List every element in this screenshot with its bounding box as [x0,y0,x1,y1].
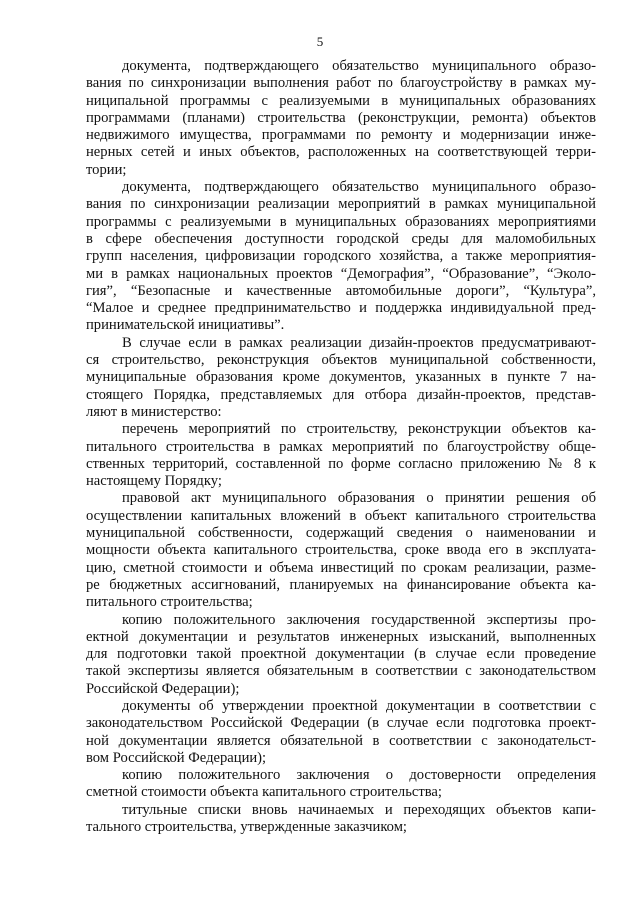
paragraph [86,179,596,335]
text-line: муниципальной собственности, содержащий сведения о наименовании и [86,525,596,542]
paragraph [86,335,596,421]
text-line: документы об утверждении проектной документации в соответствии с [122,697,596,714]
text-line: питального строительства в рамках мероприятий по благоустройству обще- [86,438,596,455]
text-line: копию положительного заключения государственной экспертизы про- [122,611,596,628]
text-line: принимательской инициативы”. [86,317,285,334]
paragraph [86,802,596,837]
text-line: В случае если в рамках реализации дизайн-проектов предусматривают- [122,334,596,351]
text-line: групп населения, цифровизации городского хозяйства, а также мероприятия- [86,248,596,265]
text-line: документа, подтверждающего обязательство муниципального образо- [122,179,596,196]
text-line: питального строительства; [86,594,253,611]
text-line: нерных сетей и иных объектов, расположенных на соответствующей терри- [86,144,596,161]
paragraph [86,698,596,767]
text-line: цию, сметной стоимости и объема инвестиций по срокам реализации, разме- [86,559,596,576]
text-line: для подготовки такой проектной документации (в случае если проведение [86,646,596,663]
paragraph [86,58,596,179]
text-line: перечень мероприятий по строительству, реконструкции объектов ка- [122,421,596,438]
text-line: вания по синхронизации реализации мероприятий в рамках муниципальной [86,196,596,213]
text-line: копию положительного заключения о достоверности определения [122,767,596,784]
text-line: недвижимого имущества, программами по ремонту и модернизации инже- [86,127,596,144]
text-line: ре бюджетных ассигнований, планируемых на финансирование объекта ка- [86,576,596,593]
text-line: ниципальной программы с реализуемыми в муниципальных образованиях [86,92,596,109]
text-line: титульные списки вновь начинаемых и переходящих объектов капи- [122,801,596,818]
text-line: программы с реализуемыми в муниципальных образованиях мероприятиями [86,213,596,230]
text-line: настоящему Порядку; [86,473,222,490]
text-line: законодательством Российской Федерации (в случае если подготовка проект- [86,715,596,732]
text-line: ми в рамках национальных проектов “Демография”, “Образование”, “Эколо- [86,265,596,282]
document-body [86,58,596,836]
text-line: ектной документации и результатов инженерных изысканий, выполненных [86,628,596,645]
text-line: вом Российской Федерации); [86,749,267,766]
paragraph [86,490,596,611]
text-line: в сфере обеспечения доступности городской среды для маломобильных [86,230,596,247]
paragraph [86,421,596,490]
paragraph [86,612,596,698]
text-line: ся строительство, реконструкция объектов муниципальной собственности, [86,352,596,369]
text-line: такой экспертизы является обязательным в соответствии с законодательством [86,663,596,680]
text-line: “Малое и среднее предпринимательство и поддержка индивидуальной пред- [86,300,596,317]
text-line: сметной стоимости объекта капитального строительства; [86,784,442,801]
text-line: ной документации является обязательной в соответствии с законодательст- [86,732,596,749]
text-line: документа, подтверждающего обязательство муниципального образо- [122,58,596,74]
text-line: ляют в министерство: [86,403,222,420]
text-line: осуществлении капитальных вложений в объект капитального строительства [86,507,596,524]
text-line: ственных территорий, составленной по форме согласно приложению № 8 к [86,455,596,472]
text-line: вания по синхронизации выполнения работ по благоустройству в рамках му- [86,75,596,92]
text-line: программами (планами) строительства (реконструкции, ремонта) объектов [86,109,596,126]
page-number: 5 [316,34,324,49]
text-line: мощности объекта капитального строительства, сроке ввода его в эксплуата- [86,542,596,559]
text-line: гия”, “Безопасные и качественные автомобильные дороги”, “Культура”, [86,282,596,299]
paragraph [86,767,596,802]
text-line: стоящего Порядка, представляемых для отбора дизайн-проектов, представ- [86,386,596,403]
text-line: правовой акт муниципального образования о принятии решения об [122,490,596,507]
text-line: муниципальные образования кроме документов, указанных в пункте 7 на- [86,369,596,386]
text-line: тального строительства, утвержденные заказчиком; [86,819,407,836]
text-line: Российской Федерации); [86,680,240,697]
text-line: тории; [86,161,127,178]
